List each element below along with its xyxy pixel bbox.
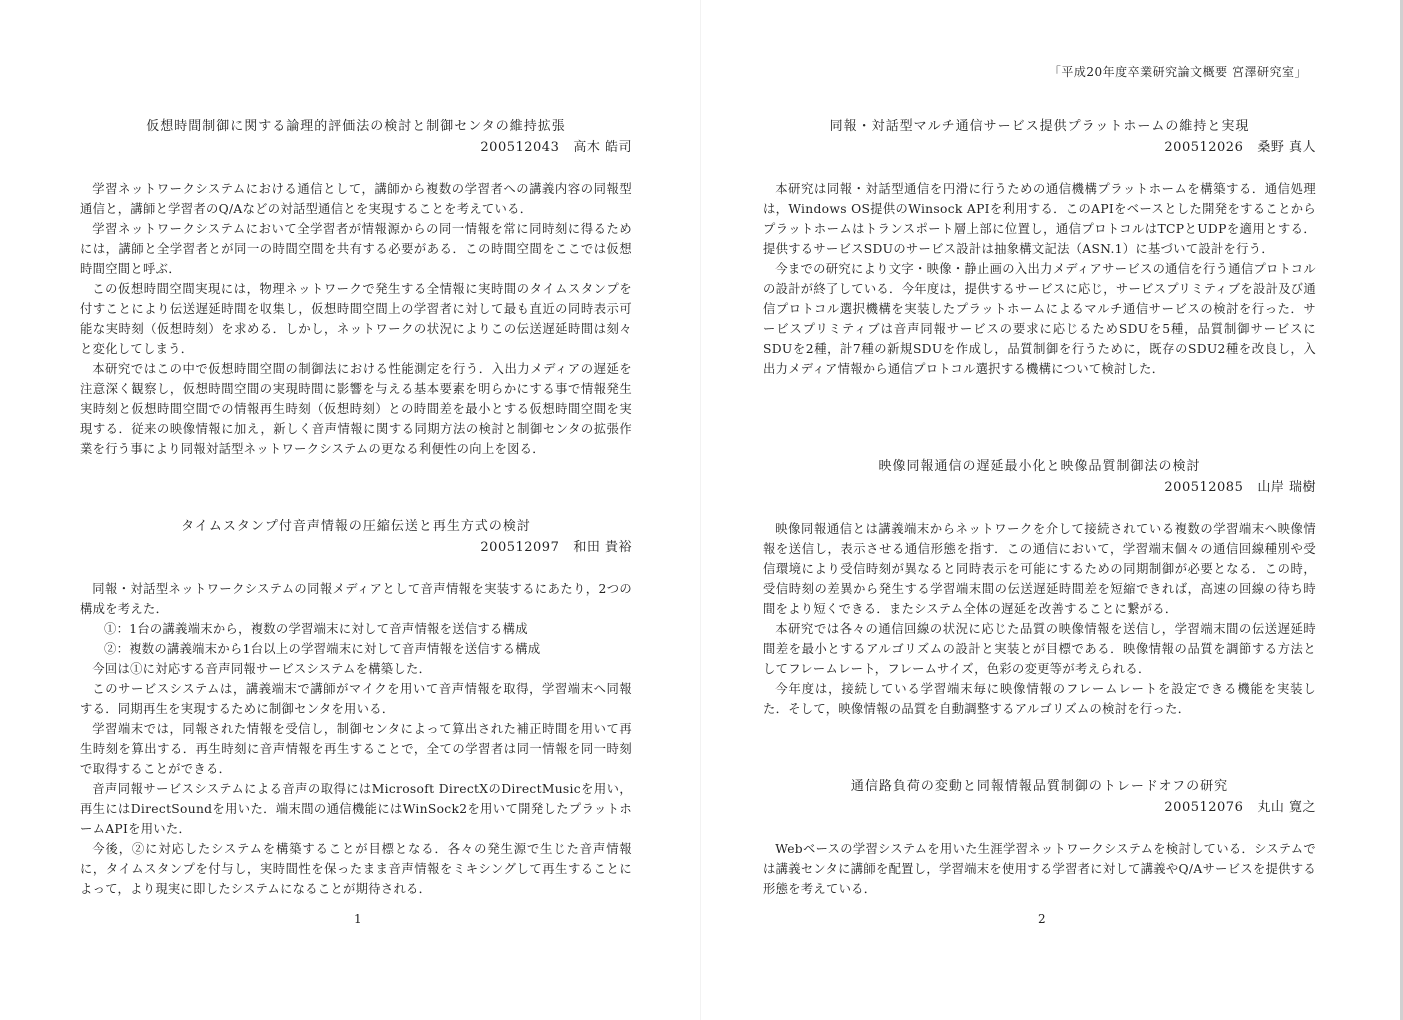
paragraph: 同報・対話型ネットワークシステムの同報メディアとして音声情報を実装するにあたり，2つの構成を考えた． (80, 582, 632, 616)
page-number: 2 (1038, 912, 1046, 926)
paragraph: 学習ネットワークシステムにおける通信として，講師から複数の学習者への講義内容の同報型通信と，講師と学習者のQ/Aなどの対話型通信とを実現することを考えている． (80, 182, 632, 216)
student-id: 200512076 (1164, 800, 1244, 815)
author-name: 丸山 寛之 (1257, 800, 1316, 815)
abstract-author (763, 139, 1316, 157)
paragraph: 映像同報通信とは講義端末からネットワークを介して接続されている複数の学習端末へ映像情報を送信し，表示させる通信形態を指す．この通信において，学習端末個々の通信回線種別や受信環境により受信時刻が異なると同時表示を可能にするための同期制御が必要となる．この時，受信時刻の差異から発生する学習端末間の伝送遅延時間差を短縮できれば，高速の回線の待ち時間をより短くできる．またシステム全体の遅延を改善することに繋がる． (763, 522, 1316, 616)
author-name: 和田 貴裕 (573, 540, 632, 555)
abstract-title: 映像同報通信の遅延最小化と映像品質制御法の検討 (878, 459, 1201, 474)
paragraph: 音声同報サービスシステムによる音声の取得にはMicrosoft DirectXのDirectMusicを用い，再生にはDirectSoundを用いた．端末間の通信機能にはWinSock2を用いて開発したプラットホームAPIを用いた． (80, 782, 632, 836)
document-header: 「平成20年度卒業研究論文概要 宮澤研究室」 (1048, 65, 1307, 79)
abstract-body (80, 179, 632, 459)
abstract-section (80, 118, 632, 459)
abstract-section (763, 118, 1316, 379)
author-name: 桑野 真人 (1257, 140, 1316, 155)
paragraph: この仮想時間空間実現には，物理ネットワークで発生する全情報に実時間のタイムスタンプを付すことにより伝送遅延時間を収集し，仮想時間空間上の学習者に対して最も直近の同時表示可能な実時刻（仮想時刻）を求める．しかし，ネットワークの状況によりこの伝送遅延時間は刻々と変化してしまう． (80, 282, 632, 356)
abstract-title: 通信路負荷の変動と同報情報品質制御のトレードオフの研究 (850, 779, 1229, 794)
student-id: 200512085 (1164, 480, 1244, 495)
student-id: 200512097 (480, 540, 560, 555)
paragraph: 今年度は，接続している学習端末毎に映像情報のフレームレートを設定できる機能を実装した．そして，映像情報の品質を自動調整するアルゴリズムの検討を行った． (763, 682, 1316, 716)
abstract-body (763, 519, 1316, 719)
list-item: ①：1台の講義端末から，複数の学習端末に対して音声情報を送信する構成 (104, 622, 528, 636)
abstract-section (763, 778, 1316, 899)
abstract-author (763, 479, 1316, 497)
page-left (0, 0, 701, 1020)
paragraph: 今後，②に対応したシステムを構築することが目標となる．各々の発生源で生じた音声情報に，タイムスタンプを付与し，実時間性を保ったまま音声情報をミキシングして再生することによって，より現実に即したシステムになることが期待される． (80, 842, 632, 896)
abstract-body (80, 579, 632, 899)
abstract-author (80, 139, 632, 157)
paragraph: このサービスシステムは，講義端末で講師がマイクを用いて音声情報を取得，学習端末へ同報する．同期再生を実現するために制御センタを用いる． (80, 682, 632, 716)
abstract-author (763, 799, 1316, 817)
abstract-body (763, 179, 1316, 379)
page-right (701, 0, 1402, 1020)
paragraph: 学習ネットワークシステムにおいて全学習者が情報源からの同一情報を常に同時刻に得るためには，講師と全学習者とが同一の時間空間を共有する必要がある．この時間空間をここでは仮想時間空間と呼ぶ． (80, 222, 632, 276)
abstract-title: 同報・対話型マルチ通信サービス提供プラットホームの維持と実現 (829, 119, 1250, 134)
paragraph: 本研究では各々の通信回線の状況に応じた品質の映像情報を送信し，学習端末間の伝送遅延時間差を最小とするアルゴリズムの設計と実装とが目標である．映像情報の品質を調節する方法としてフレームレート，フレームサイズ，色彩の変更等が考えられる． (763, 622, 1316, 676)
abstract-section (763, 458, 1316, 719)
abstract-author (80, 539, 632, 557)
list-item: ②：複数の講義端末から1台以上の学習端末に対して音声情報を送信する構成 (104, 642, 541, 656)
paragraph: 本研究は同報・対話型通信を円滑に行うための通信機構プラットホームを構築する．通信処理は，Windows OS提供のWinsock APIを利用する．このAPIをベースとした開発をすることからプラットホームはトランスポート層上部に位置し，通信プロトコルはTCPとUDPを適用とする．提供するサービスSDUのサービス設計は抽象構文記法（ASN.1）に基づいて設計を行う． (763, 182, 1316, 256)
student-id: 200512026 (1164, 140, 1244, 155)
paragraph: Webベースの学習システムを用いた生涯学習ネットワークシステムを検討している．システムでは講義センタに講師を配置し，学習端末を使用する学習者に対して講義やQ/Aサービスを提供する形態を考えている． (763, 842, 1316, 896)
paragraph: 今回は①に対応する音声同報サービスシステムを構築した． (92, 662, 432, 676)
paragraph: 今までの研究により文字・映像・静止画の入出力メディアサービスの通信を行う通信プロトコルの設計が終了している．今年度は，提供するサービスに応じ，サービスプリミティブを設計及び通信プロトコル選択機構を実装したプラットホームによるマルチ通信サービスの検討を行った．サービスプリミティブは音声同報サービスの要求に応じるためSDUを5種，品質制御サービスにSDUを2種，計7種の新規SDUを作成し，品質制御を行うために，既存のSDU2種を改良し，入出力メディア情報から通信プロトコル選択する機構について検討した． (763, 262, 1316, 376)
author-name: 山岸 瑞樹 (1257, 480, 1316, 495)
author-name: 高木 皓司 (573, 140, 632, 155)
abstract-title: 仮想時間制御に関する論理的評価法の検討と制御センタの維持拡張 (146, 119, 566, 134)
abstract-body (763, 839, 1316, 899)
page-number: 1 (354, 912, 362, 926)
abstract-title: タイムスタンプ付音声情報の圧縮伝送と再生方式の検討 (181, 519, 531, 534)
student-id: 200512043 (480, 140, 560, 155)
paragraph: 本研究ではこの中で仮想時間空間の制御法における性能測定を行う．入出力メディアの遅延を注意深く観察し，仮想時間空間の実現時間に影響を与える基本要素を明らかにする事で情報発生実時刻と仮想時間空間での情報再生時刻（仮想時刻）との時間差を最小とする仮想時間空間を実現する．従来の映像情報に加え，新しく音声情報に関する同期方法の検討と制御センタの拡張作業を行う事により同報対話型ネットワークシステムの更なる利便性の向上を図る． (80, 362, 632, 456)
abstract-section (80, 518, 632, 899)
paragraph: 学習端末では，同報された情報を受信し，制御センタによって算出された補正時間を用いて再生時刻を算出する．再生時刻に音声情報を再生することで，全ての学習者は同一情報を同一時刻で取得することができる． (80, 722, 632, 776)
